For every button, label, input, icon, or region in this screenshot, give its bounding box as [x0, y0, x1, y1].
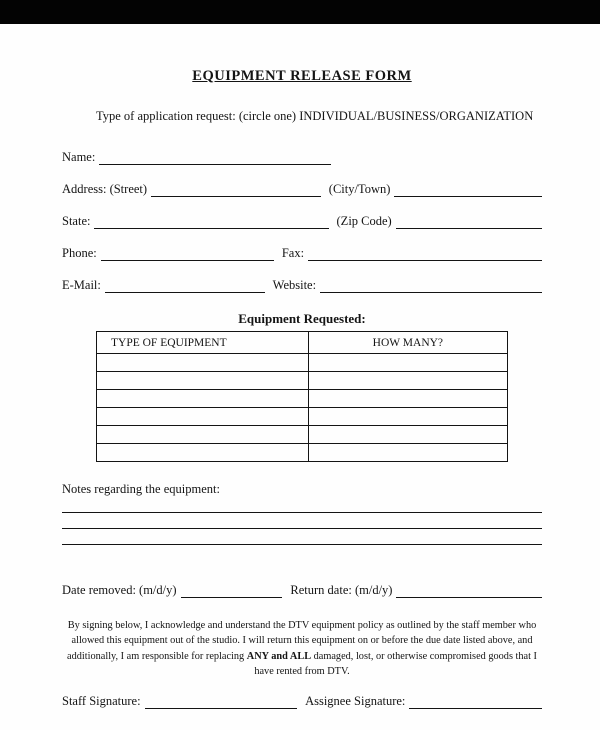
- equipment-type-cell[interactable]: [97, 426, 309, 444]
- equipment-table-row: [97, 372, 508, 390]
- fax-label: Fax:: [281, 246, 305, 260]
- equipment-qty-cell[interactable]: [308, 408, 507, 426]
- state-label: State:: [62, 214, 91, 228]
- name-input-line[interactable]: [99, 150, 331, 165]
- application-type-label: Type of application request: (circle one): [96, 109, 297, 123]
- address-street-label: Address: (Street): [62, 182, 148, 196]
- equipment-table-header-row: [97, 332, 508, 354]
- notes-input-line[interactable]: [62, 499, 542, 513]
- zip-code-input-line[interactable]: [396, 214, 542, 229]
- name-label: Name:: [62, 150, 96, 164]
- zip-code-label: (Zip Code): [336, 214, 392, 228]
- dates-row: [62, 583, 542, 598]
- notes-input-line[interactable]: [62, 515, 542, 529]
- phone-label: Phone:: [62, 246, 97, 260]
- equipment-type-cell[interactable]: [97, 354, 309, 372]
- city-town-input-line[interactable]: [394, 182, 542, 197]
- policy-text-part1: By signing below, I acknowledge and understand the DTV equipment policy as outlined by the staff member who allowed this equipment out of the studio. I will return this equipment on or before the due date listed above, and additionally, I am responsible for replacing: [67, 620, 537, 662]
- equipment-qty-cell[interactable]: [308, 354, 507, 372]
- email-label: E-Mail:: [62, 278, 101, 292]
- type-of-equipment-header: TYPE OF EQUIPMENT: [97, 332, 309, 354]
- staff-signature-label: Staff Signature:: [62, 693, 141, 708]
- email-input-line[interactable]: [105, 278, 265, 293]
- signatures-row: [62, 694, 542, 709]
- policy-paragraph: [62, 618, 542, 680]
- website-input-line[interactable]: [320, 278, 542, 293]
- phone-input-line[interactable]: [101, 246, 274, 261]
- equipment-type-cell[interactable]: [97, 390, 309, 408]
- form-title: EQUIPMENT RELEASE FORM: [192, 68, 412, 84]
- equipment-qty-cell[interactable]: [308, 426, 507, 444]
- application-type-options: INDIVIDUAL/BUSINESS/ORGANIZATION: [299, 109, 534, 123]
- city-town-label: (City/Town): [328, 182, 391, 196]
- date-removed-label: Date removed: (m/d/y): [62, 583, 177, 597]
- equipment-type-cell[interactable]: [97, 372, 309, 390]
- address-row: [62, 182, 542, 197]
- equipment-qty-cell[interactable]: [308, 444, 507, 462]
- equipment-table-row: [97, 444, 508, 462]
- scan-top-bar: [0, 0, 600, 24]
- form-content: [0, 24, 600, 709]
- notes-label: Notes regarding the equipment:: [62, 482, 220, 496]
- notes-lines: [62, 499, 542, 545]
- application-type-line: [62, 109, 542, 124]
- name-row: [62, 150, 542, 165]
- state-input-line[interactable]: [94, 214, 328, 229]
- policy-text-emphasis: ANY and ALL: [246, 650, 312, 662]
- assignee-signature-label: Assignee Signature:: [305, 693, 406, 708]
- notes-input-line[interactable]: [62, 531, 542, 545]
- return-date-label: Return date: (m/d/y): [290, 583, 393, 597]
- fax-input-line[interactable]: [308, 246, 542, 261]
- equipment-table-row: [97, 408, 508, 426]
- equipment-requested-heading: Equipment Requested:: [238, 311, 366, 326]
- equipment-table-row: [97, 390, 508, 408]
- equipment-table-row: [97, 354, 508, 372]
- staff-signature-input-line[interactable]: [145, 694, 297, 709]
- state-row: [62, 214, 542, 229]
- equipment-type-cell[interactable]: [97, 408, 309, 426]
- equipment-qty-cell[interactable]: [308, 390, 507, 408]
- street-input-line[interactable]: [151, 182, 321, 197]
- email-row: [62, 278, 542, 293]
- date-removed-input-line[interactable]: [181, 583, 283, 598]
- phone-row: [62, 246, 542, 261]
- equipment-table: [96, 331, 508, 462]
- how-many-header: HOW MANY?: [308, 332, 507, 354]
- return-date-input-line[interactable]: [396, 583, 542, 598]
- policy-text-part2: damaged, lost, or otherwise compromised goods that I have rented from DTV.: [254, 650, 537, 678]
- equipment-type-cell[interactable]: [97, 444, 309, 462]
- equipment-table-body: [97, 354, 508, 462]
- equipment-qty-cell[interactable]: [308, 372, 507, 390]
- website-label: Website:: [272, 278, 317, 292]
- equipment-table-row: [97, 426, 508, 444]
- assignee-signature-input-line[interactable]: [409, 694, 542, 709]
